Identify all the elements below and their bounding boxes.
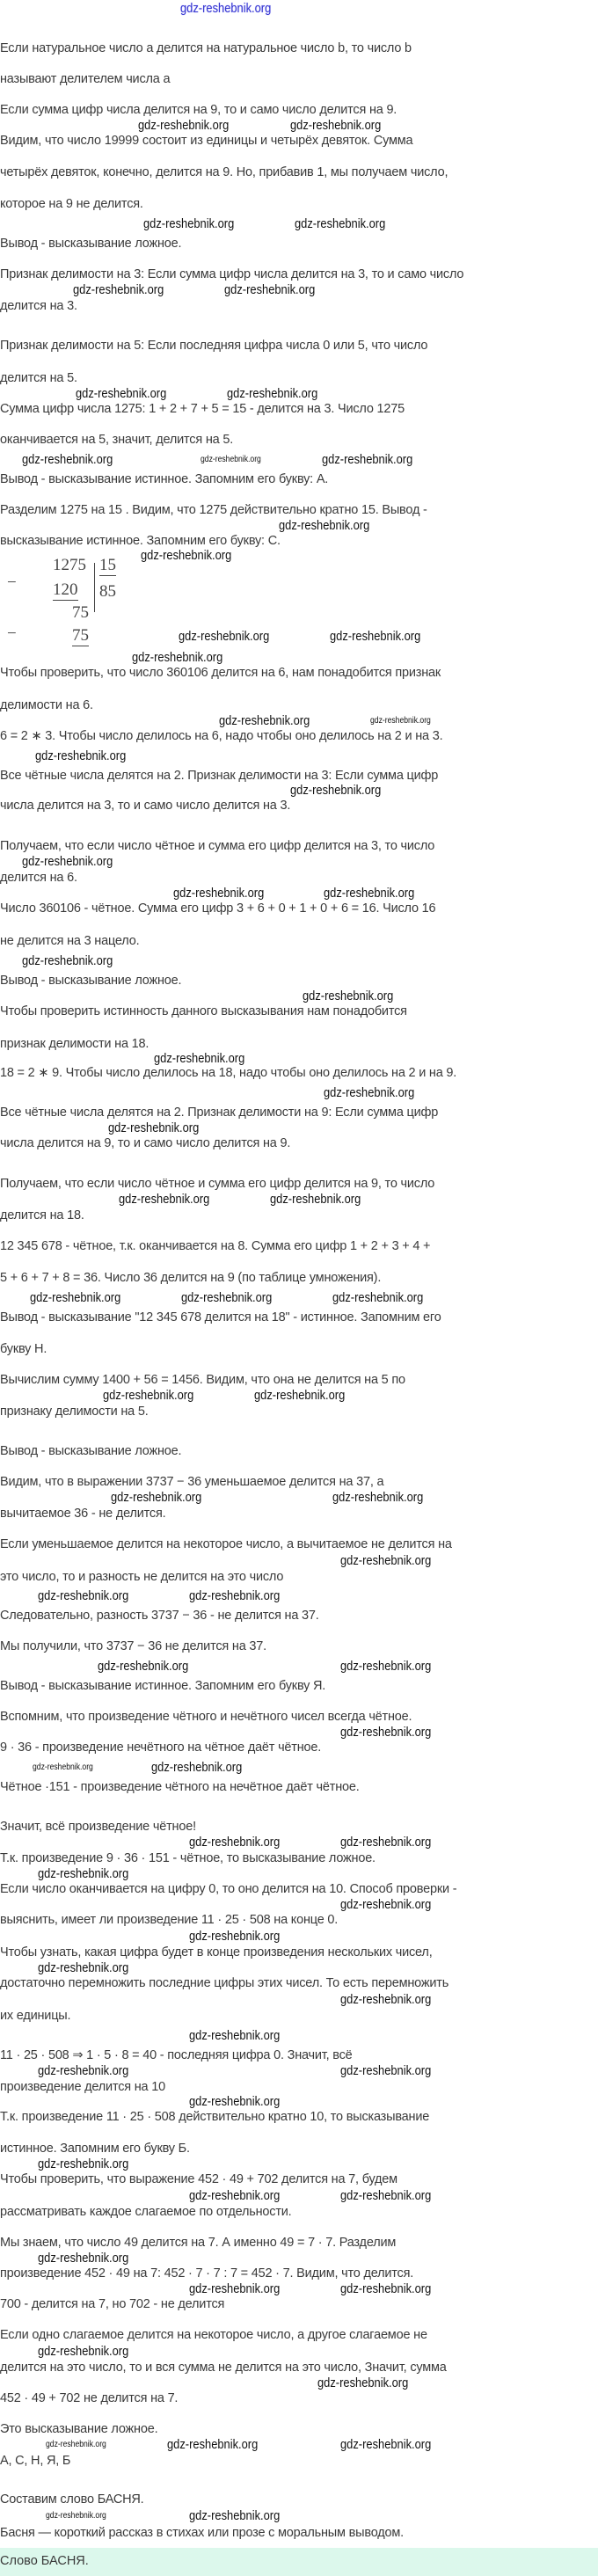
text-line: Если натуральное число a делится на натуральное число b, то число b: [0, 41, 412, 55]
text-line: Чтобы проверить, что число 360106 делится на 6, нам понадобится признак: [0, 666, 441, 680]
text-line: Чтобы узнать, какая цифра будет в конце произведения нескольких чисел,: [0, 1945, 433, 1959]
text-line: 452 · 49 + 702 не делится на 7.: [0, 2391, 179, 2405]
watermark-text: gdz-reshebnik.org: [38, 2251, 129, 2266]
watermark-text: gdz-reshebnik.org: [46, 2440, 106, 2449]
answer-box: [0, 2548, 598, 2576]
text-line: Если одно слагаемое делится на некоторое число, а другое слагаемое не: [0, 2328, 427, 2342]
text-line: Вычислим сумму 1400 + 56 = 1456. Видим, что она не делится на 5 по: [0, 1373, 405, 1387]
text-line: Вывод - высказывание ложное.: [0, 974, 182, 988]
watermark-text: gdz-reshebnik.org: [73, 282, 164, 297]
text-line: Вывод - высказывание ложное.: [0, 237, 182, 251]
watermark-text: gdz-reshebnik.org: [30, 1290, 121, 1305]
watermark-text: gdz-reshebnik.org: [340, 2281, 432, 2296]
text-line: букву Н.: [0, 1342, 47, 1356]
watermark-text: gdz-reshebnik.org: [173, 886, 265, 901]
watermark-text: gdz-reshebnik.org: [330, 629, 421, 644]
watermark-text: gdz-reshebnik.org: [340, 1659, 432, 1674]
text-line: Чётное ·151 - произведение чётного на нечётное даёт чётное.: [0, 1780, 360, 1794]
watermark-text: gdz-reshebnik.org: [38, 2344, 129, 2359]
answer-text: Слово БАСНЯ.: [0, 2554, 89, 2568]
watermark-text: gdz-reshebnik.org: [22, 854, 113, 869]
watermark-text: gdz-reshebnik.org: [151, 1760, 243, 1775]
watermark-text: gdz-reshebnik.org: [340, 1897, 432, 1912]
text-line: вычитаемое 36 - не делится.: [0, 1507, 166, 1521]
text-line: Следовательно, разность 3737 − 36 - не делится на 37.: [0, 1609, 319, 1623]
text-line: не делится на 3 нацело.: [0, 934, 140, 948]
text-line: делится на 3.: [0, 299, 77, 313]
watermark-text: gdz-reshebnik.org: [35, 748, 127, 763]
text-line: Получаем, что если число чётное и сумма его цифр делится на 3, то число: [0, 839, 435, 853]
text-line: Видим, что в выражении 3737 − 36 уменьшаемое делится на 37, а: [0, 1475, 384, 1489]
text-line: 5 + 6 + 7 + 8 = 36. Число 36 делится на 9 (по таблице умножения).: [0, 1271, 382, 1285]
text-line: делится на это число, то и вся сумма не делится на это число, Значит, сумма: [0, 2361, 447, 2375]
text-line: Если сумма цифр числа делится на 9, то и само число делится на 9.: [0, 103, 397, 117]
watermark-text: gdz-reshebnik.org: [189, 2028, 281, 2043]
text-line: Вывод - высказывание ложное.: [0, 1444, 182, 1458]
watermark-text: gdz-reshebnik.org: [76, 386, 167, 401]
watermark-text: gdz-reshebnik.org: [189, 1835, 281, 1850]
watermark-text: gdz-reshebnik.org: [46, 2511, 106, 2521]
text-line: Т.к. произведение 11 · 25 · 508 действительно кратно 10, то высказывание: [0, 2110, 430, 2124]
watermark-text: gdz-reshebnik.org: [340, 1992, 432, 2007]
quotient: 85: [99, 582, 116, 601]
watermark-text: gdz-reshebnik.org: [154, 1051, 245, 1066]
watermark-text: gdz-reshebnik.org: [224, 282, 316, 297]
text-line: Вывод - высказывание истинное. Запомним его букву Я.: [0, 1679, 326, 1693]
text-line: 11 · 25 · 508 ⇒ 1 · 5 · 8 = 40 - последняя цифра 0. Значит, всё: [0, 2048, 353, 2062]
watermark-text: gdz-reshebnik.org: [189, 2508, 281, 2523]
watermark-text: gdz-reshebnik.org: [179, 629, 270, 644]
text-line: рассматривать каждое слагаемое по отдельности.: [0, 2205, 292, 2219]
watermark-text: gdz-reshebnik.org: [290, 118, 382, 133]
dividend: 1275: [53, 556, 86, 574]
subtrahend: 120: [53, 580, 78, 599]
watermark-text: gdz-reshebnik.org: [38, 1960, 129, 1975]
divisor: 15: [99, 556, 116, 574]
text-line: Чтобы проверить, что выражение 452 · 49 + 702 делится на 7, будем: [0, 2172, 397, 2186]
watermark-text: gdz-reshebnik.org: [181, 1290, 273, 1305]
watermark-text: gdz-reshebnik.org: [270, 1192, 361, 1207]
watermark-text: gdz-reshebnik.org: [189, 2281, 281, 2296]
text-line: Составим слово БАСНЯ.: [0, 2492, 144, 2507]
watermark-text: gdz-reshebnik.org: [332, 1490, 424, 1505]
watermark-text: gdz-reshebnik.org: [324, 886, 415, 901]
watermark-text: gdz-reshebnik.org: [322, 452, 413, 467]
watermark-text: gdz-reshebnik.org: [38, 2156, 129, 2171]
text-line: Все чётные числа делятся на 2. Признак делимости на 9: Если сумма цифр: [0, 1106, 439, 1120]
text-line: Т.к. произведение 9 · 36 · 151 - чётное, то высказывание ложное.: [0, 1851, 376, 1865]
watermark-text: gdz-reshebnik.org: [141, 548, 232, 563]
text-line: Вспомним, что произведение чётного и нечётного чисел всегда чётное.: [0, 1710, 412, 1724]
text-line: Вывод - высказывание "12 345 678 делится на 18" - истинное. Запомним его: [0, 1310, 441, 1324]
text-line: Если число оканчивается на цифру 0, то оно делится на 10. Способ проверки -: [0, 1882, 457, 1896]
text-line: Чтобы проверить истинность данного высказывания нам понадобится: [0, 1004, 407, 1018]
text-line: Значит, всё произведение чётное!: [0, 1820, 196, 1834]
text-line: высказывание истинное. Запомним его букву: С.: [0, 534, 281, 548]
text-line: Мы получили, что 3737 − 36 не делится на 37.: [0, 1639, 266, 1653]
watermark-text: gdz-reshebnik.org: [143, 216, 235, 231]
text-line: числа делится на 3, то и само число делится на 3.: [0, 799, 291, 813]
text-line: Если уменьшаемое делится на некоторое число, а вычитаемое не делится на: [0, 1537, 452, 1551]
subtrahend: 75: [72, 626, 89, 645]
minus-sign: −: [7, 624, 17, 643]
text-line: четырёх девяток, конечно, делится на 9. Но, прибавив 1, мы получаем число,: [0, 165, 448, 179]
text-line: произведение 452 · 49 на 7: 452 · 7 · 7 : 7 = 452 · 7. Видим, что делится.: [0, 2266, 414, 2280]
watermark-text: gdz-reshebnik.org: [295, 216, 386, 231]
watermark-text: gdz-reshebnik.org: [138, 118, 230, 133]
watermark-text: gdz-reshebnik.org: [332, 1290, 424, 1305]
text-line: А, С, Н, Я, Б: [0, 2454, 71, 2468]
watermark-text: gdz-reshebnik.org: [303, 989, 394, 1003]
text-line: 6 = 2 ∗ 3. Чтобы число делилось на 6, надо чтобы оно делилось на 2 и на 3.: [0, 729, 443, 743]
text-line: 12 345 678 - чётное, т.к. оканчивается на 8. Сумма его цифр 1 + 2 + 3 + 4 +: [0, 1239, 431, 1253]
watermark-text: gdz-reshebnik.org: [340, 2063, 432, 2078]
text-line: Число 360106 - чётное. Сумма его цифр 3 + 6 + 0 + 1 + 0 + 6 = 16. Число 16: [0, 901, 436, 916]
watermark-text: gdz-reshebnik.org: [254, 1388, 346, 1403]
text-line: Получаем, что если число чётное и сумма его цифр делится на 9, то число: [0, 1177, 435, 1191]
text-line: произведение делится на 10: [0, 2080, 165, 2094]
watermark-text: gdz-reshebnik.org: [201, 455, 261, 464]
watermark-text: gdz-reshebnik.org: [219, 713, 310, 728]
text-line: Басня — короткий рассказ в стихах или прозе с моральным выводом.: [0, 2526, 404, 2540]
watermark-text: gdz-reshebnik.org: [189, 1929, 281, 1944]
watermark-text: gdz-reshebnik.org: [38, 1588, 129, 1603]
watermark-text: gdz-reshebnik.org: [33, 1762, 93, 1772]
watermark-text: gdz-reshebnik.org: [22, 953, 113, 968]
text-line: делится на 18.: [0, 1208, 84, 1222]
text-line: делится на 5.: [0, 371, 77, 385]
watermark-text: gdz-reshebnik.org: [227, 386, 318, 401]
text-line: числа делится на 9, то и само число делится на 9.: [0, 1136, 291, 1150]
division-bar: [94, 563, 95, 612]
watermark-text: gdz-reshebnik.org: [317, 2375, 409, 2390]
watermark-text: gdz-reshebnik.org: [111, 1490, 202, 1505]
watermark-text: gdz-reshebnik.org: [22, 452, 113, 467]
watermark-text: gdz-reshebnik.org: [370, 716, 431, 726]
watermark-text: gdz-reshebnik.org: [98, 1659, 189, 1674]
watermark-text: gdz-reshebnik.org: [340, 2437, 432, 2452]
site-watermark-logo: gdz-reshebnik.org: [180, 1, 272, 16]
text-line: Сумма цифр числа 1275: 1 + 2 + 7 + 5 = 15 - делится на 3. Число 1275: [0, 402, 405, 416]
text-line: признаку делимости на 5.: [0, 1405, 149, 1419]
text-line: называют делителем числа a: [0, 72, 171, 86]
watermark-text: gdz-reshebnik.org: [119, 1192, 210, 1207]
remainder: 75: [72, 603, 89, 622]
minus-sign: −: [7, 573, 17, 592]
text-line: 9 · 36 - произведение нечётного на чётное даёт чётное.: [0, 1740, 322, 1755]
text-line: достаточно перемножить последние цифры этих чисел. То есть перемножить: [0, 1976, 449, 1990]
text-line: Разделим 1275 на 15 . Видим, что 1275 действительно кратно 15. Вывод -: [0, 503, 427, 517]
text-line: Признак делимости на 3: Если сумма цифр числа делится на 3, то и само число: [0, 267, 464, 281]
text-line: выяснить, имеет ли произведение 11 · 25 · 508 на конце 0.: [0, 1913, 339, 1927]
watermark-text: gdz-reshebnik.org: [324, 1085, 415, 1100]
watermark-text: gdz-reshebnik.org: [167, 2437, 259, 2452]
watermark-text: gdz-reshebnik.org: [189, 2094, 281, 2109]
text-line: Видим, что число 19999 состоит из единицы и четырёх девяток. Сумма: [0, 134, 413, 148]
watermark-text: gdz-reshebnik.org: [290, 783, 382, 798]
text-line: истинное. Запомним его букву Б.: [0, 2142, 190, 2156]
text-line: их единицы.: [0, 2009, 71, 2023]
text-line: оканчивается на 5, значит, делится на 5.: [0, 433, 234, 447]
text-line: 700 - делится на 7, но 702 - не делится: [0, 2297, 225, 2311]
watermark-text: gdz-reshebnik.org: [108, 1120, 200, 1135]
watermark-text: gdz-reshebnik.org: [340, 1725, 432, 1740]
watermark-text: gdz-reshebnik.org: [279, 518, 370, 533]
watermark-text: gdz-reshebnik.org: [38, 2063, 129, 2078]
watermark-text: gdz-reshebnik.org: [38, 1866, 129, 1881]
text-line: делимости на 6.: [0, 698, 93, 712]
watermark-text: gdz-reshebnik.org: [189, 1588, 281, 1603]
watermark-text: gdz-reshebnik.org: [340, 1553, 432, 1568]
text-line: признак делимости на 18.: [0, 1037, 150, 1051]
text-line: Признак делимости на 5: Если последняя цифра числа 0 или 5, что число: [0, 339, 428, 353]
watermark-text: gdz-reshebnik.org: [340, 2188, 432, 2203]
watermark-text: gdz-reshebnik.org: [340, 1835, 432, 1850]
watermark-text: gdz-reshebnik.org: [103, 1388, 194, 1403]
text-line: которое на 9 не делится.: [0, 197, 143, 211]
text-line: Все чётные числа делятся на 2. Признак делимости на 3: Если сумма цифр: [0, 769, 439, 783]
text-line: Это высказывание ложное.: [0, 2422, 158, 2436]
text-line: это число, то и разность не делится на это число: [0, 1570, 284, 1584]
watermark-text: gdz-reshebnik.org: [189, 2188, 281, 2203]
watermark-text: gdz-reshebnik.org: [132, 650, 223, 665]
text-line: делится на 6.: [0, 871, 77, 885]
text-line: Вывод - высказывание истинное. Запомним его букву: А.: [0, 472, 329, 486]
text-line: Мы знаем, что число 49 делится на 7. А именно 49 = 7 · 7. Разделим: [0, 2236, 397, 2250]
text-line: 18 = 2 ∗ 9. Чтобы число делилось на 18, надо чтобы оно делилось на 2 и на 9.: [0, 1066, 457, 1080]
